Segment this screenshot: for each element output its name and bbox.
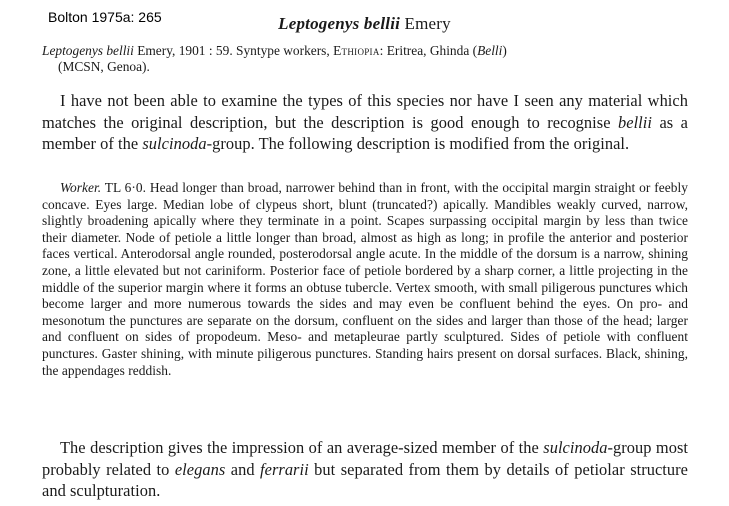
conclusion-species-ferrarii: ferrarii: [260, 459, 309, 479]
intro-paragraph: [42, 90, 688, 155]
conclusion-text-3: and: [225, 459, 261, 479]
intro-text-3: -group. The following description is modified from the original.: [206, 134, 630, 153]
conclusion-text-4: but separated from them by details of petiolar structure and sculpturation.: [42, 459, 688, 500]
conclusion-text-2: -group most probably related to: [42, 438, 688, 479]
species-name: Leptogenys bellii: [278, 14, 401, 33]
synonymy-close: ): [502, 43, 507, 58]
caste-label: Worker.: [60, 180, 102, 195]
worker-description-paragraph: [42, 180, 688, 379]
intro-species-term: bellii: [618, 112, 652, 132]
species-author: Emery: [404, 14, 451, 33]
worker-description-text: TL 6·0. Head longer than broad, narrower behind than in front, with the occipital margin straight or feebly concave. Eyes large. Median lobe of clypeus short, blunt (truncated?) apically. Mandibles weakly curved, narrow, slightly broadening apically where they terminate in a point. Scapes surpassing occipital margin by less than twice their diameter. Node of petiole a little longer than broad, almost as high as long; in profile the anterior and posterior faces vertical. Anterodorsal angle rounded, posterodorsal angle acute. In the middle of the dorsum is a narrow, shining zone, a little elevated but not cariniform. Posterior face of petiole bordered by a sharp corner, a little projecting in the middle of the superior margin where it forms an obtuse tubercle. Vertex smooth, with small piligerous punctures which become larger and more numerous towards the sides and may even be confluent behind the eyes. On pro- and mesonotum the punctures are separate on the dorsum, confluent on the sides and larger than those of the head; larger and confluent on sides of propodeum. Meso- and metapleurae partly sculptured. Sides of petiole with confluent punctures. Gaster shining, with minute piligerous punctures. Standing hairs present on dorsal surfaces. Black, shining, the appendages reddish.: [42, 180, 688, 378]
intro-group-term: sulcinoda: [142, 134, 207, 153]
conclusion-group-term: sulcinoda: [543, 438, 608, 457]
conclusion-paragraph: [42, 437, 688, 502]
conclusion-species-elegans: elegans: [174, 459, 226, 479]
synonymy-collector: Belli: [477, 43, 503, 58]
intro-text-2: as a member of the: [42, 112, 689, 153]
species-title: [0, 14, 729, 34]
synonymy-locality: : Eritrea, Ghinda (: [379, 43, 478, 58]
synonymy-country: Ethiopia: [333, 43, 380, 58]
synonymy-taxon: Leptogenys bellii: [42, 43, 134, 58]
intro-text-1: I have not been able to examine the types of this species nor have I seen any material which matches the original description, but the description is good enough to recognise: [42, 91, 688, 132]
synonymy-entry: [42, 43, 688, 75]
conclusion-text-1: The description gives the impression of an average-sized member of the: [60, 438, 544, 457]
synonymy-depository: (MCSN, Genoa).: [58, 59, 150, 74]
source-citation-label: Bolton 1975a: 265: [48, 9, 162, 25]
synonymy-citation: Emery, 1901 : 59. Syntype workers,: [133, 43, 334, 58]
